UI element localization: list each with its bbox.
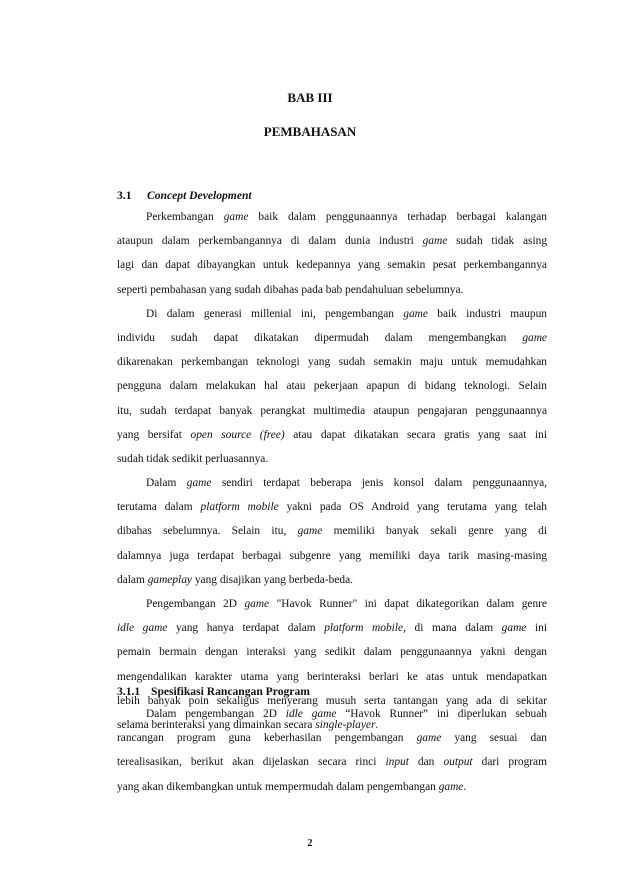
text-line: yang bersifat open source (free) atau dapat dikatakan secara gratis yang saat ini [117, 428, 548, 441]
subsection-title: Spesifikasi Rancangan Program [151, 685, 310, 698]
text-line: dalamnya juga terdapat berbagai subgenre yang memiliki daya tarik masing-masing [117, 549, 547, 562]
text-line: individu sudah dapat dikatakan dipermudah dalam mengembangkan game [117, 331, 547, 344]
text-line: Perkembangan game baik dalam penggunaannya terhadap berbagai kalangan [146, 211, 547, 223]
subsection-body [117, 702, 547, 799]
text-line: terealisasikan, berikut akan dijelaskan secara rinci input dan output dari program [117, 756, 547, 769]
text-line: selama berinteraksi yang dimainkan secara single-player. [117, 718, 379, 731]
text-line: dalam gameplay yang disajikan yang berbeda-beda. [117, 573, 353, 586]
text-line: mengendalikan karakter utama yang berinteraksi berlari ke atas untuk mendapatkan [117, 670, 547, 683]
page-number: 2 [307, 838, 313, 849]
text-line: itu, sudah terdapat banyak perangkat multimedia ataupun pengajaran penggunaannya [117, 404, 547, 417]
text-line: terutama dalam platform mobile yakni pada OS Android yang terutama yang telah [117, 501, 547, 514]
text-line: yang akan dikembangkan untuk mempermudah dalam pengembangan game. [117, 780, 467, 793]
text-line: lebih banyak poin sekaligus menyerang musuh serta tantangan yang ada di sekitar [117, 694, 547, 707]
text-line: pemain bermain dengan interaksi yang sedikit dalam penggunaannya yakni dengan [117, 646, 547, 659]
section-heading [117, 189, 252, 202]
text-line: Dalam game sendiri terdapat beberapa jenis konsol dalam penggunaannya, [146, 477, 547, 490]
text-line: seperti pembahasan yang sudah dibahas pada bab pendahuluan sebelumnya. [117, 283, 464, 296]
text-line: sudah tidak sedikit perluasannya. [117, 452, 269, 465]
section-title: Concept Development [147, 189, 252, 202]
text-line: rancangan program guna keberhasilan pengembangan game yang sesuai dan [117, 732, 548, 745]
text-line: dibahas sebelumnya. Selain itu, game memiliki banyak sekali genre yang di [117, 525, 547, 538]
text-line: ataupun dalam perkembangannya di dalam dunia industri game sudah tidak asing [117, 235, 548, 248]
text-line: Di dalam generasi millenial ini, pengembangan game baik industri maupun [146, 307, 547, 320]
text-line: pengguna dalam melakukan hal atau pekerjaan apapun di bidang teknologi. Selain [117, 380, 547, 393]
section-number: 3.1 [117, 189, 132, 202]
subsection-heading [117, 685, 310, 698]
text-line: Dalam pengembangan 2D idle game “Havok Runner” ini diperlukan sebuah [146, 708, 547, 720]
section-body [117, 205, 547, 737]
chapter-subtitle: PEMBAHASAN [263, 124, 357, 139]
text-line: dikarenakan perkembangan teknologi yang sudah semakin maju untuk memudahkan [117, 356, 547, 369]
chapter-title: BAB III [287, 90, 333, 105]
text-line: lagi dan dapat dibayangkan untuk kedepannya yang semakin pesat perkembangannya [117, 259, 547, 272]
text-line: idle game yang hanya terdapat dalam platform mobile, di mana dalam game ini [117, 622, 547, 635]
subsection-number: 3.1.1 [117, 685, 141, 698]
text-line: Pengembangan 2D game "Havok Runner" ini dapat dikategorikan dalam genre [146, 598, 547, 610]
